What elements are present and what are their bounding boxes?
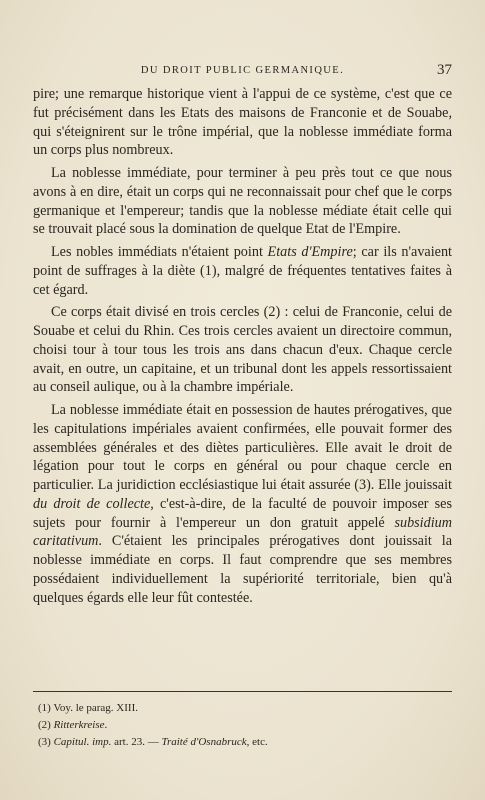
text-run: , c'est-à-dire, de la faculté de pouvoir imposer ses sujets pour fournir à l'empereur un don gratuit appelé (33, 495, 452, 531)
page-header (33, 62, 452, 82)
text-run: La noblesse immédiate était en possession de hautes prérogatives, que les capitulations impériales avaient confirmées, elle pouvait former des assemblées générales et des diètes particulières. Elle avait le droit de légation pour tout le corps en général ou pour chaque cercle en particulier. La juridiction ecclésiastique lui était assurée (3). Elle jouissait (33, 402, 452, 493)
text-run: (3) (38, 736, 54, 748)
text-run: , etc. (246, 736, 268, 748)
text-run: art. 23. — (111, 736, 162, 748)
text-run: La noblesse immédiate, pour terminer à peu près tout ce que nous avons à en dire, était un corps qui ne reconnaissait pour chef que le corps germanique et l'empereur; tandis que la noblesse médiate était celle qui se trouvait placé sous la domination de quelque Etat de l'Empire. (33, 165, 452, 238)
text-run: (2) (38, 719, 54, 731)
italic-text: Etats d'Empire (267, 244, 353, 260)
text-run: Ce corps était divisé en trois cercles (2) : celui de Franconie, celui de Souabe et celui du Rhin. Ces trois cercles avaient un directoire commun, choisi tour à tour tous les trois ans dans chacun d'eux. Chaque cercle avait, en outre, un capitaine, et un tribunal dont les appels ressortissaient au conseil aulique, ou à la chambre impériale. (33, 304, 452, 396)
italic-text: du droit de collecte (33, 495, 151, 512)
paragraph (33, 401, 452, 607)
text-run: ; car ils n'avaient point de suffrages à la diète (1), malgré de fréquentes tentatives faites à cet égard. (33, 244, 452, 298)
italic-text: Traité d'Osnabruck (161, 736, 247, 748)
text-run: . C'étaient les principales prérogatives dont jouissait la noblesse immédiate en corps. Il faut comprendre que ses membres possédaient individuellement la supériorité territoriale, bien qu'à quelques égards elle leur fût contestée. (33, 533, 452, 606)
paragraph (33, 85, 452, 160)
text-run: pire; une remarque historique vient à l'appui de ce système, c'est que ce fut précisément dans les Etats des maisons de Franconie et de Souabe, qui s'éteignirent sur le trône impérial, que la noblesse immédiate forma un corps plus nombreux. (33, 86, 452, 159)
footnote-rule (33, 691, 452, 692)
running-title: DU DROIT PUBLIC GERMANIQUE. (140, 65, 345, 76)
body-text (33, 85, 452, 611)
paragraph (33, 164, 452, 239)
italic-text: subsidium caritativum (33, 514, 452, 550)
footnotes (38, 700, 448, 751)
text-run: . (104, 719, 108, 731)
footnote (38, 717, 448, 734)
footnote (38, 734, 448, 751)
paragraph (33, 303, 452, 397)
page-number: 37 (437, 62, 452, 78)
paragraph (33, 243, 452, 299)
footnote (38, 700, 448, 717)
text-run: (1) Voy. le parag. XIII. (38, 702, 138, 714)
text-run: Les nobles immédiats n'étaient point (51, 244, 268, 260)
italic-text: Ritterkreise (53, 719, 105, 731)
italic-text: Capitul. imp. (53, 736, 112, 748)
